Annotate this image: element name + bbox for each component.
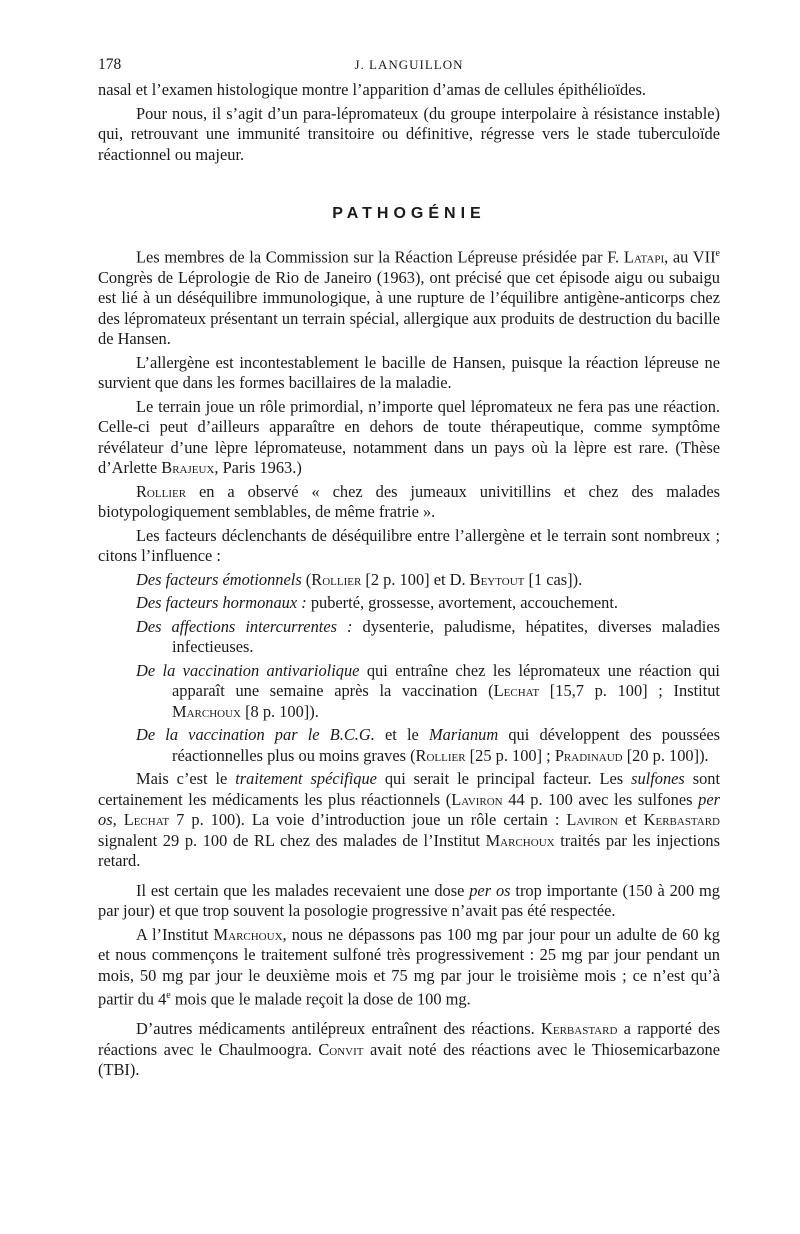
running-title: J. LANGUILLON — [354, 57, 464, 72]
list-item-bcg: De la vaccination par le B.C.G. et le Marianum qui développent des poussées réactionnelles plus ou moins graves (Rollier [25 p. 100] ; Pradinaud [20 p. 100]). — [136, 725, 721, 765]
list-item-antivariolique: De la vaccination antivariolique qui entraîne chez les lépromateux une réaction qui apparaît une semaine après la vaccination (Lechat [15,7 p. 100] ; Institut Marchoux [8 p. 100]). — [136, 660, 720, 721]
list-item-affections: Des affections intercurrentes : dysenterie, paludisme, hépatites, diverses maladies infectieuses. — [136, 616, 720, 657]
paragraph-facteurs: Les facteurs déclenchants de déséquilibre entre l’allergène et le terrain sont nombreux ; citons l’influence : — [98, 525, 720, 566]
paragraph-traitement: Mais c’est le traitement spécifique qui serait le principal facteur. Les sulfones sont certainement les médicaments les plus réactionnels (Laviron 44 p. 100 avec les sulfones per os, Lechat 7 p. 100). La voie d’introduction joue un rôle certain : Laviron et Kerbastard signalent 29 p. 100 de RL chez des malades de l’Institut Marchoux traités par les injections retard. — [98, 769, 721, 871]
list-item-emotionnels: Des facteurs émotionnels (Rollier [2 p. 100] et D. Beytout [1 cas]). — [136, 569, 583, 589]
paragraph-dose: Il est certain que les malades recevaient une dose per os trop importante (150 à 200 mg par jour) et que trop souvent la posologie progressive n’avait pas été respectée. — [98, 880, 720, 921]
paragraph-commission: Les membres de la Commission sur la Réaction Lépreuse présidée par F. Latapi, au VIIe Congrès de Léprologie de Rio de Janeiro (1963), ont précisé que cet épisode aigu ou subaigu est lié à un déséquilibre immunologique, à une rupture de l’équilibre antigène-anticorps chez des lépromateux présentant un terrain spécial, allergique aux produits de destruction du bacille de Hansen. — [98, 247, 720, 349]
paragraph-terrain: Le terrain joue un rôle primordial, n’importe quel lépromateux ne fera pas une réaction. Celle-ci peut d’ailleurs apparaître en dehors de toute thérapeutique, comme symptôme révélateur d’une lèpre lépromateuse, notamment dans un pays où la lèpre est rare. (Thèse d’Arlette Brajeux, Paris 1963.) — [98, 396, 720, 478]
section-heading: PATHOGÉNIE — [332, 205, 486, 222]
page — [98, 56, 720, 1081]
paragraph-allergene: L’allergène est incontestablement le bacille de Hansen, puisque la réaction lépreuse ne survient que dans les formes bacillaires de la maladie. — [98, 352, 720, 393]
paragraph-institut: A l’Institut Marchoux, nous ne dépassons pas 100 mg par jour pour un adulte de 60 kg et nous commençons le traitement sulfoné très progressivement : 25 mg par jour pendant un mois, 50 mg par jour le deuxième mois et 75 mg par jour le troisième mois ; ce n’est qu’à partir du 4e mois que le malade reçoit la dose de 100 mg. — [98, 924, 720, 1009]
paragraph-continuation: nasal et l’examen histologique montre l’apparition d’amas de cellules épithélioïdes. — [98, 80, 647, 99]
page-header — [98, 56, 720, 80]
paragraph-para-lepromateux: Pour nous, il s’agit d’un para-lépromateux (du groupe interpolaire à résistance instable) qui, retrouvant une immunité transitoire ou définitive, régresse vers le stade tuberculoïde réactionnel ou majeur. — [98, 103, 720, 164]
paragraph-rollier: Rollier en a observé « chez des jumeaux univitillins et chez des malades biotypologiquement semblables, de même fratrie ». — [98, 481, 720, 522]
page-number: 178 — [98, 56, 122, 73]
paragraph-medicaments: D’autres médicaments antilépreux entraînent des réactions. Kerbastard a rapporté des réactions avec le Chaulmoogra. Convit avait noté des réactions avec le Thiosemicarbazone (TBI). — [98, 1019, 720, 1080]
list-item-hormonaux: Des facteurs hormonaux : puberté, grossesse, avortement, accouchement. — [136, 593, 619, 613]
